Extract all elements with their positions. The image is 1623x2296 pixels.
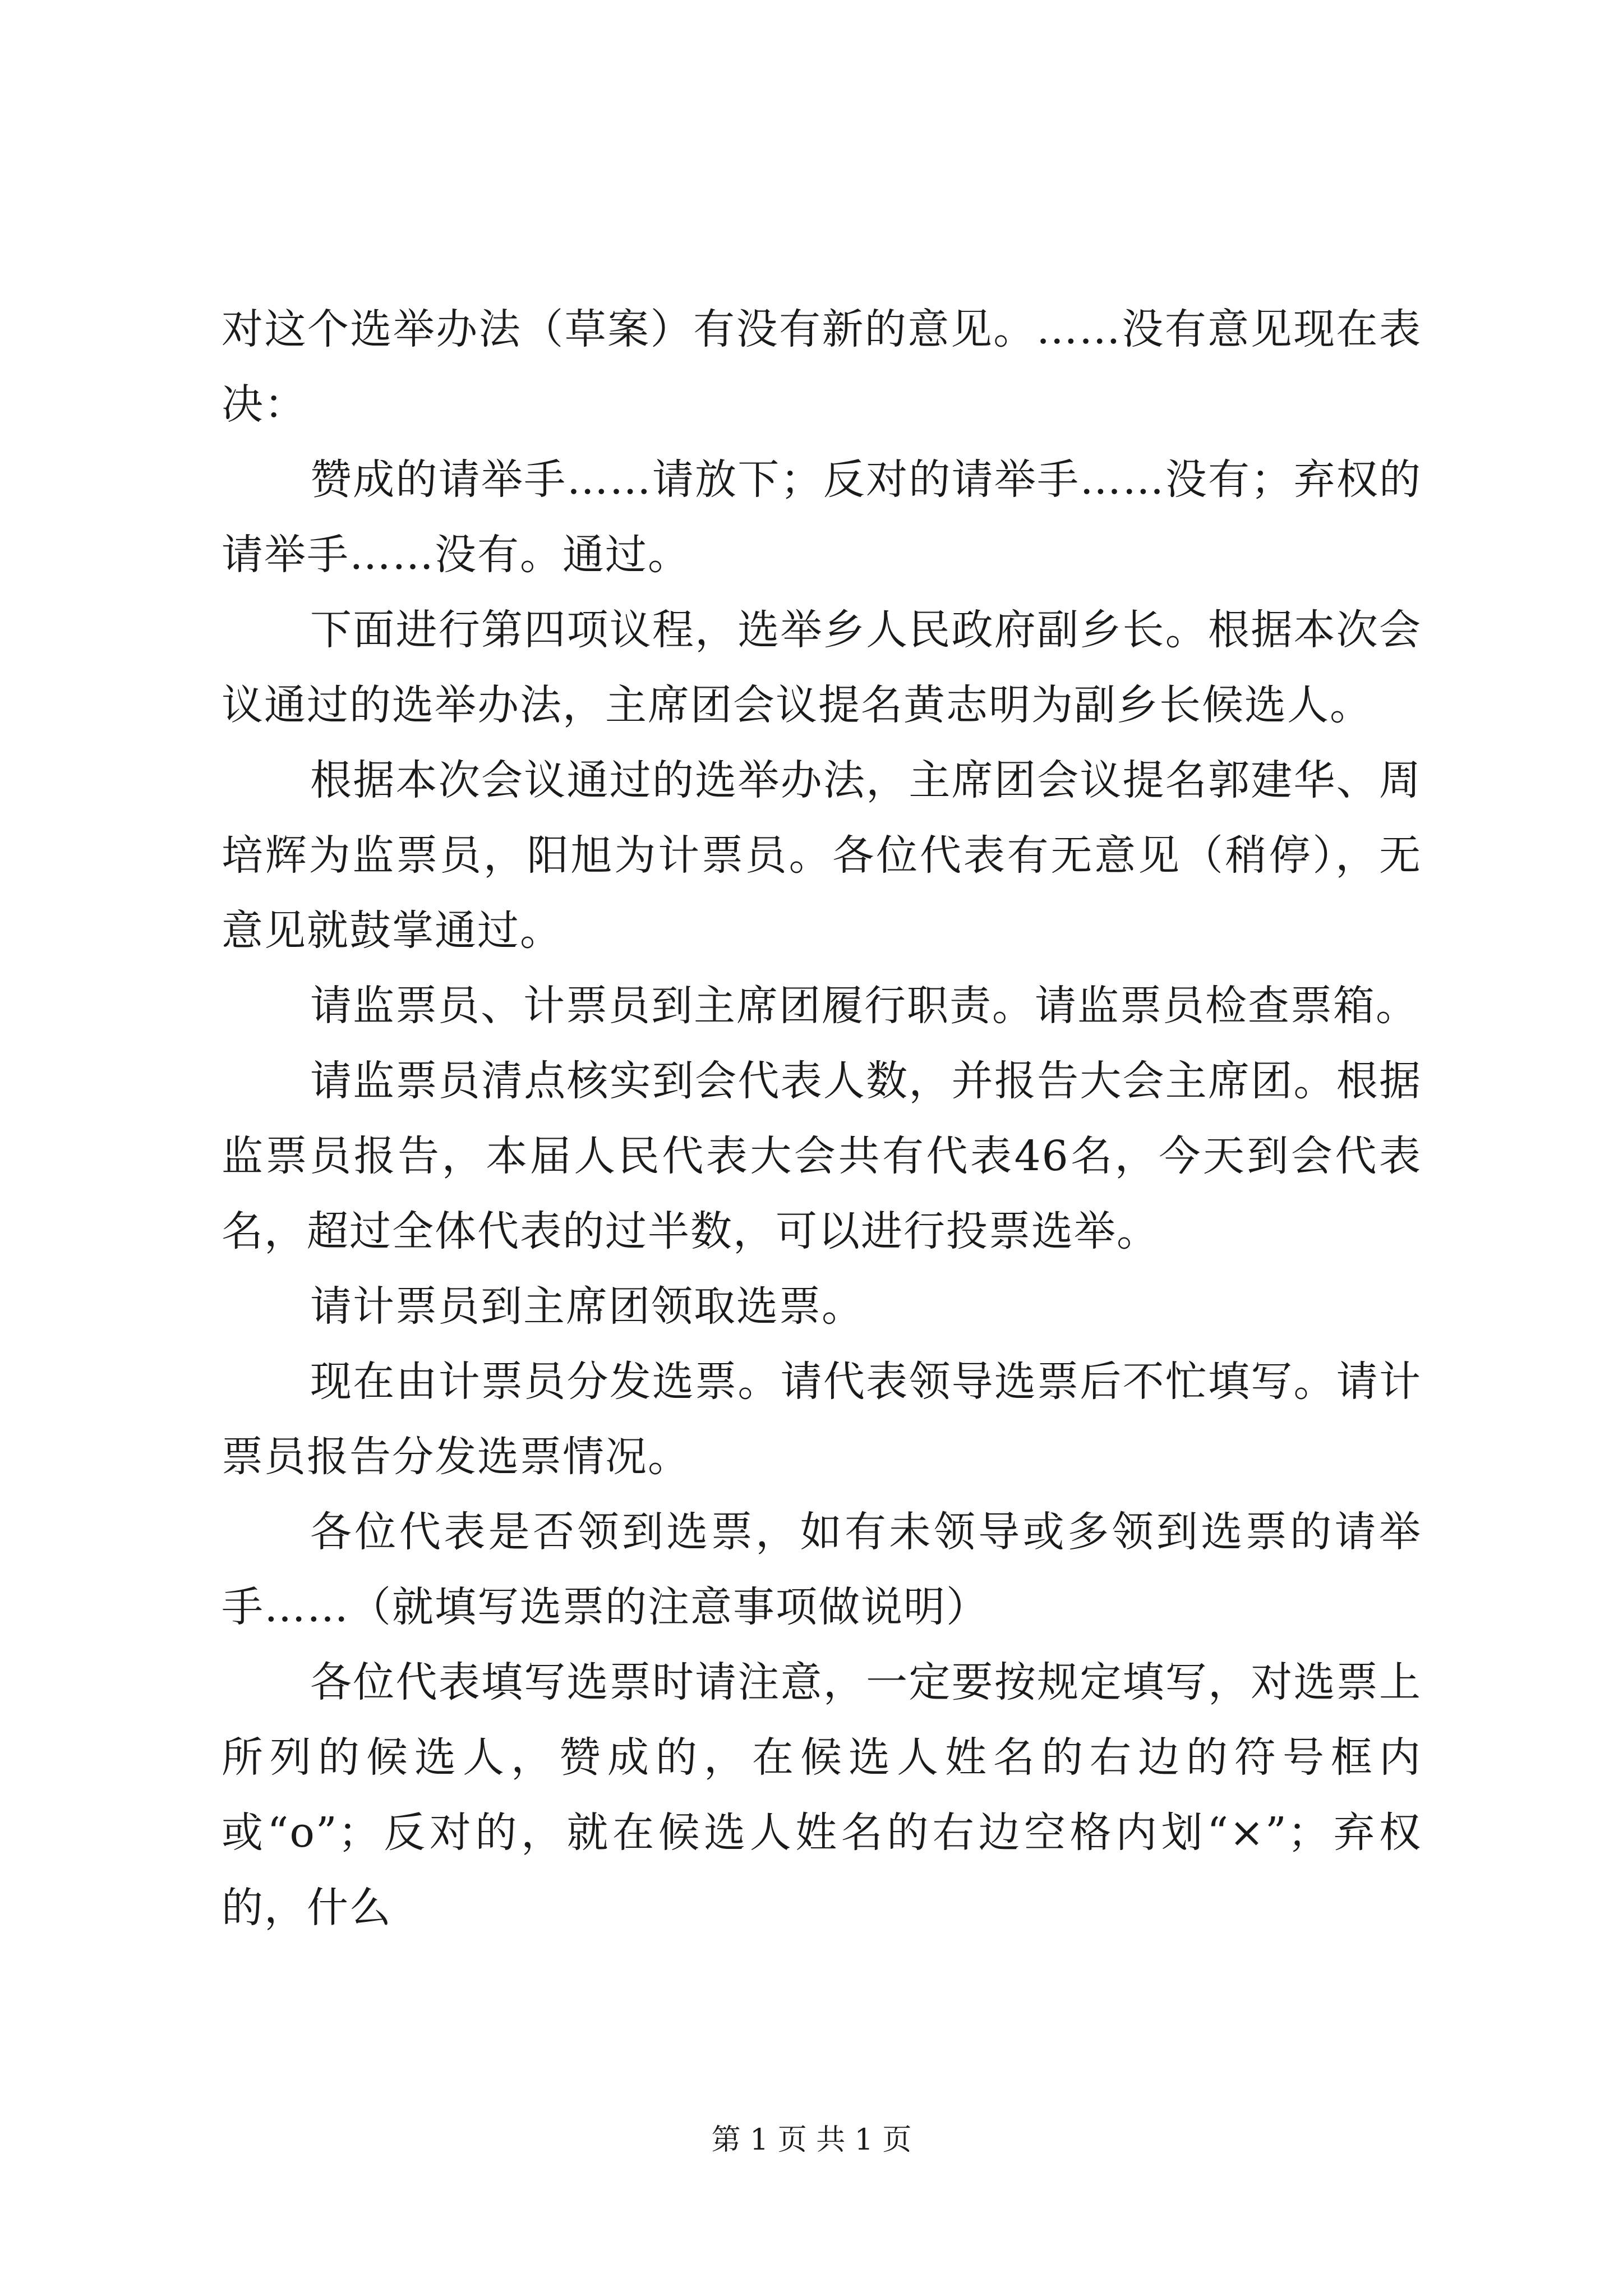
page-footer: 第 1 页 共 1 页 [711,2123,912,2157]
document-body [222,292,1422,1945]
paragraph-2: 赞成的请举手……请放下；反对的请举手……没有；弃权的请举手……没有。通过。 [222,455,1422,579]
paragraph-8: 现在由计票员分发选票。请代表领导选票后不忙填写。请计票员报告分发选票情况。 [222,1358,1422,1481]
paragraph-1: 对这个选举办法（草案）有没有新的意见。……没有意见现在表决： [222,305,1422,429]
paragraph-4: 根据本次会议通过的选举办法，主席团会议提名郭建华、周培辉为监票员，阳旭为计票员。各位代表有无意见（稍停），无意见就鼓掌通过。 [222,756,1422,955]
paragraph-5: 请监票员、计票员到主席团履行职责。请监票员检查票箱。 [310,982,1418,1030]
paragraph-7: 请计票员到主席团领取选票。 [310,1282,864,1331]
paragraph-10: 各位代表填写选票时请注意，一定要按规定填写，对选票上所列的候选人，赞成的，在候选人姓名的右边的符号框内或“o”；反对的，就在候选人姓名的右边空格内划“×”；弃权的，什么 [222,1658,1422,1932]
paragraph-3: 下面进行第四项议程，选举乡人民政府副乡长。根据本次会议通过的选举办法，主席团会议提名黄志明为副乡长候选人。 [222,606,1422,729]
paragraph-6: 请监票员清点核实到会代表人数，并报告大会主席团。根据监票员报告，本届人民代表大会共有代表46名，今天到会代表名，超过全体代表的过半数，可以进行投票选举。 [222,1057,1422,1255]
paragraph-9: 各位代表是否领到选票，如有未领导或多领到选票的请举手……（就填写选票的注意事项做说明） [222,1508,1422,1631]
